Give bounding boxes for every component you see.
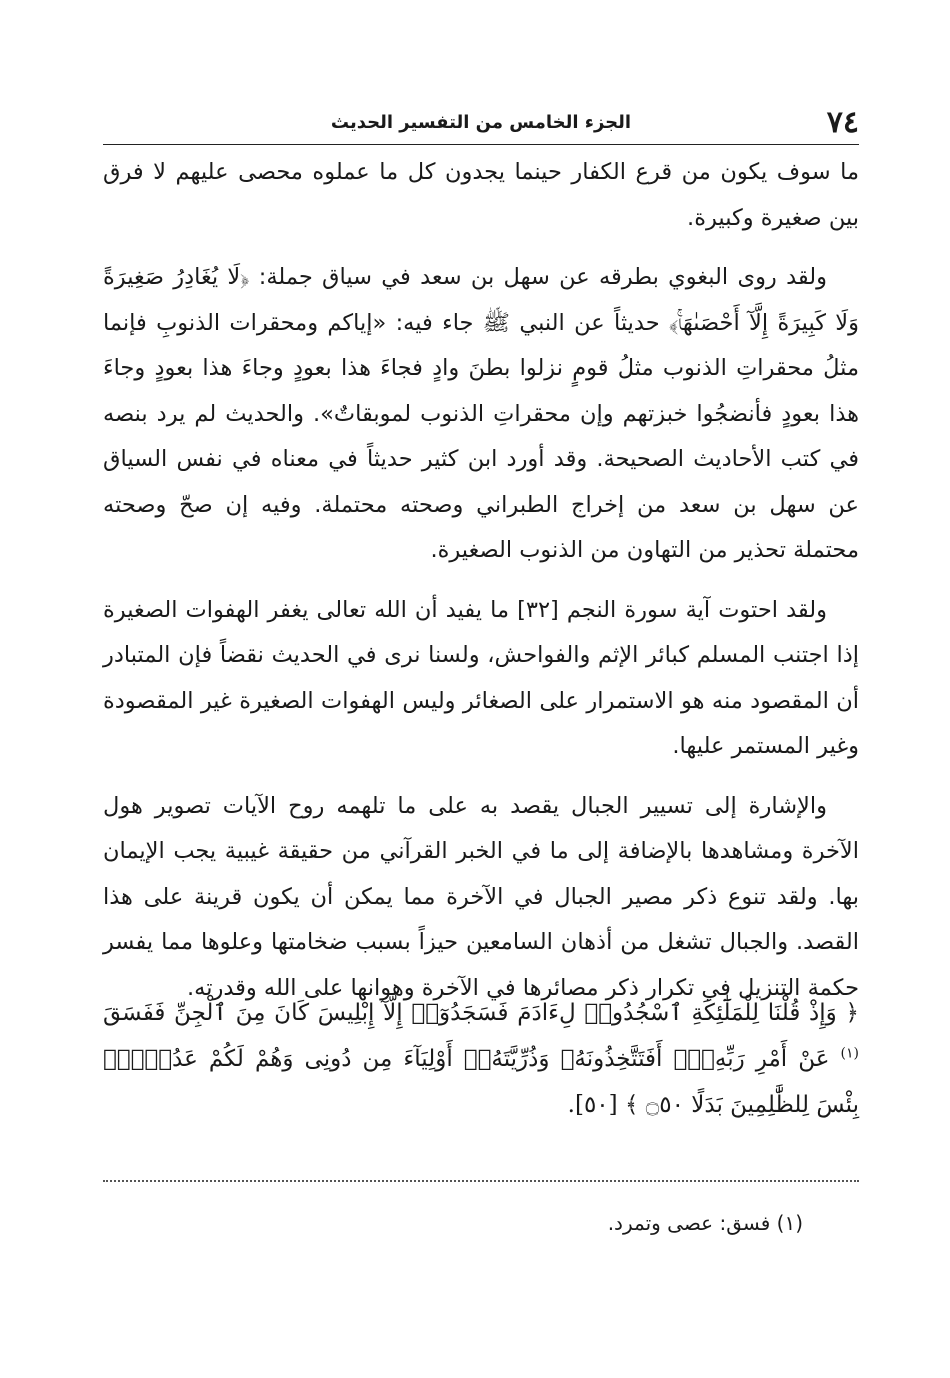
paragraph: ولقد روى البغوي بطرقه عن سهل بن سعد في سياق جملة: ﴿لَا يُغَادِرُ صَغِيرَةً وَلَا كَبِيرَةً إِلَّآ أَحْصَىٰهَاۚ﴾ حديثاً عن النبي ﷺ جاء فيه: «إياكم ومحقرات الذنوبِ فإنما مثلُ محقراتِ الذنوب مثلُ قومٍ نزلوا بطنَ وادٍ فجاءَ هذا بعودٍ وجاءَ هذا بعودٍ وجاءَ هذا بعودٍ فأنضجُوا خبزتهم وإن محقراتِ الذنوب لموبقاتٌ». والحديث لم يرد بنصه في كتب الأحاديث الصحيحة. وقد أورد ابن كثير حديثاً في معناه في نفس السياق عن سهل بن سعد من إخراج الطبراني وصحته محتملة. وفيه إن صحّ وصحته محتملة تحذير من التهاون من الذنوب الصغيرة. <box>103 264 859 563</box>
footnote-divider <box>103 1180 859 1182</box>
footnote-marker: (١) <box>840 1045 860 1062</box>
main-text <box>103 150 859 1025</box>
page-number: ٧٤ <box>826 105 859 140</box>
header-divider <box>103 144 859 145</box>
page-header <box>103 104 859 142</box>
quran-verse-text: عَنْ أَمْرِ رَبِّهِۦٓۗ أَفَتَتَّخِذُونَهُۥ وَذُرِّيَّتَهُۥٓ أَوْلِيَآءَ مِن دُونِى وَهُمْ لَكُمْ عَدُوٌّۢۚ بِئْسَ لِلظَّٰلِمِينَ بَدَلًا ۝٥٠ ﴾ <box>103 1046 859 1118</box>
verse-reference: [٥٠]. <box>567 1092 618 1118</box>
paragraph: ولقد احتوت آية سورة النجم [٣٢] ما يفيد أن الله تعالى يغفر الهفوات الصغيرة إذا اجتنب المسلم كبائر الإثم والفواحش، ولسنا نرى في الحديث نقضاً فإن المتبادر أن المقصود منه هو الاستمرار على الصغائر وليس الهفوات الصغيرة غير المقصودة وغير المستمر عليها. <box>103 596 859 759</box>
quran-verse-block <box>103 990 859 1128</box>
quran-verse-text: ﴿ وَإِذْ قُلْنَا لِلْمَلَٰٓئِكَةِ ٱسْجُدُوا۟ لِءَادَمَ فَسَجَدُوٓا۟ إِلَّآ إِبْلِيسَ كَانَ مِنَ ٱلْجِنِّ فَفَسَقَ <box>103 1000 859 1026</box>
running-title: الجزء الخامس من التفسير الحديث <box>330 112 632 133</box>
paragraph: والإشارة إلى تسيير الجبال يقصد به على ما تلهمه روح الآيات تصوير هول الآخرة ومشاهدها بالإضافة إلى ما في الخبر القرآني من حقيقة غيبية يجب الإيمان بها. ولقد تنوع ذكر مصير الجبال في الآخرة مما يمكن أن يكون قرينة على هذا القصد. والجبال تشغل من أذهان السامعين حيزاً بسبب ضخامتها وعلوها مما يفسر حكمة التنزيل في تكرار ذكر مصائرها في الآخرة وهوانها على الله وقدرته. <box>103 792 859 1001</box>
footnote: (١) فسق: عصى وتمرد. <box>607 1211 803 1235</box>
paragraph: ما سوف يكون من قرع الكفار حينما يجدون كل ما عملوه محصى عليهم لا فرق بين صغيرة وكبيرة. <box>103 159 859 231</box>
